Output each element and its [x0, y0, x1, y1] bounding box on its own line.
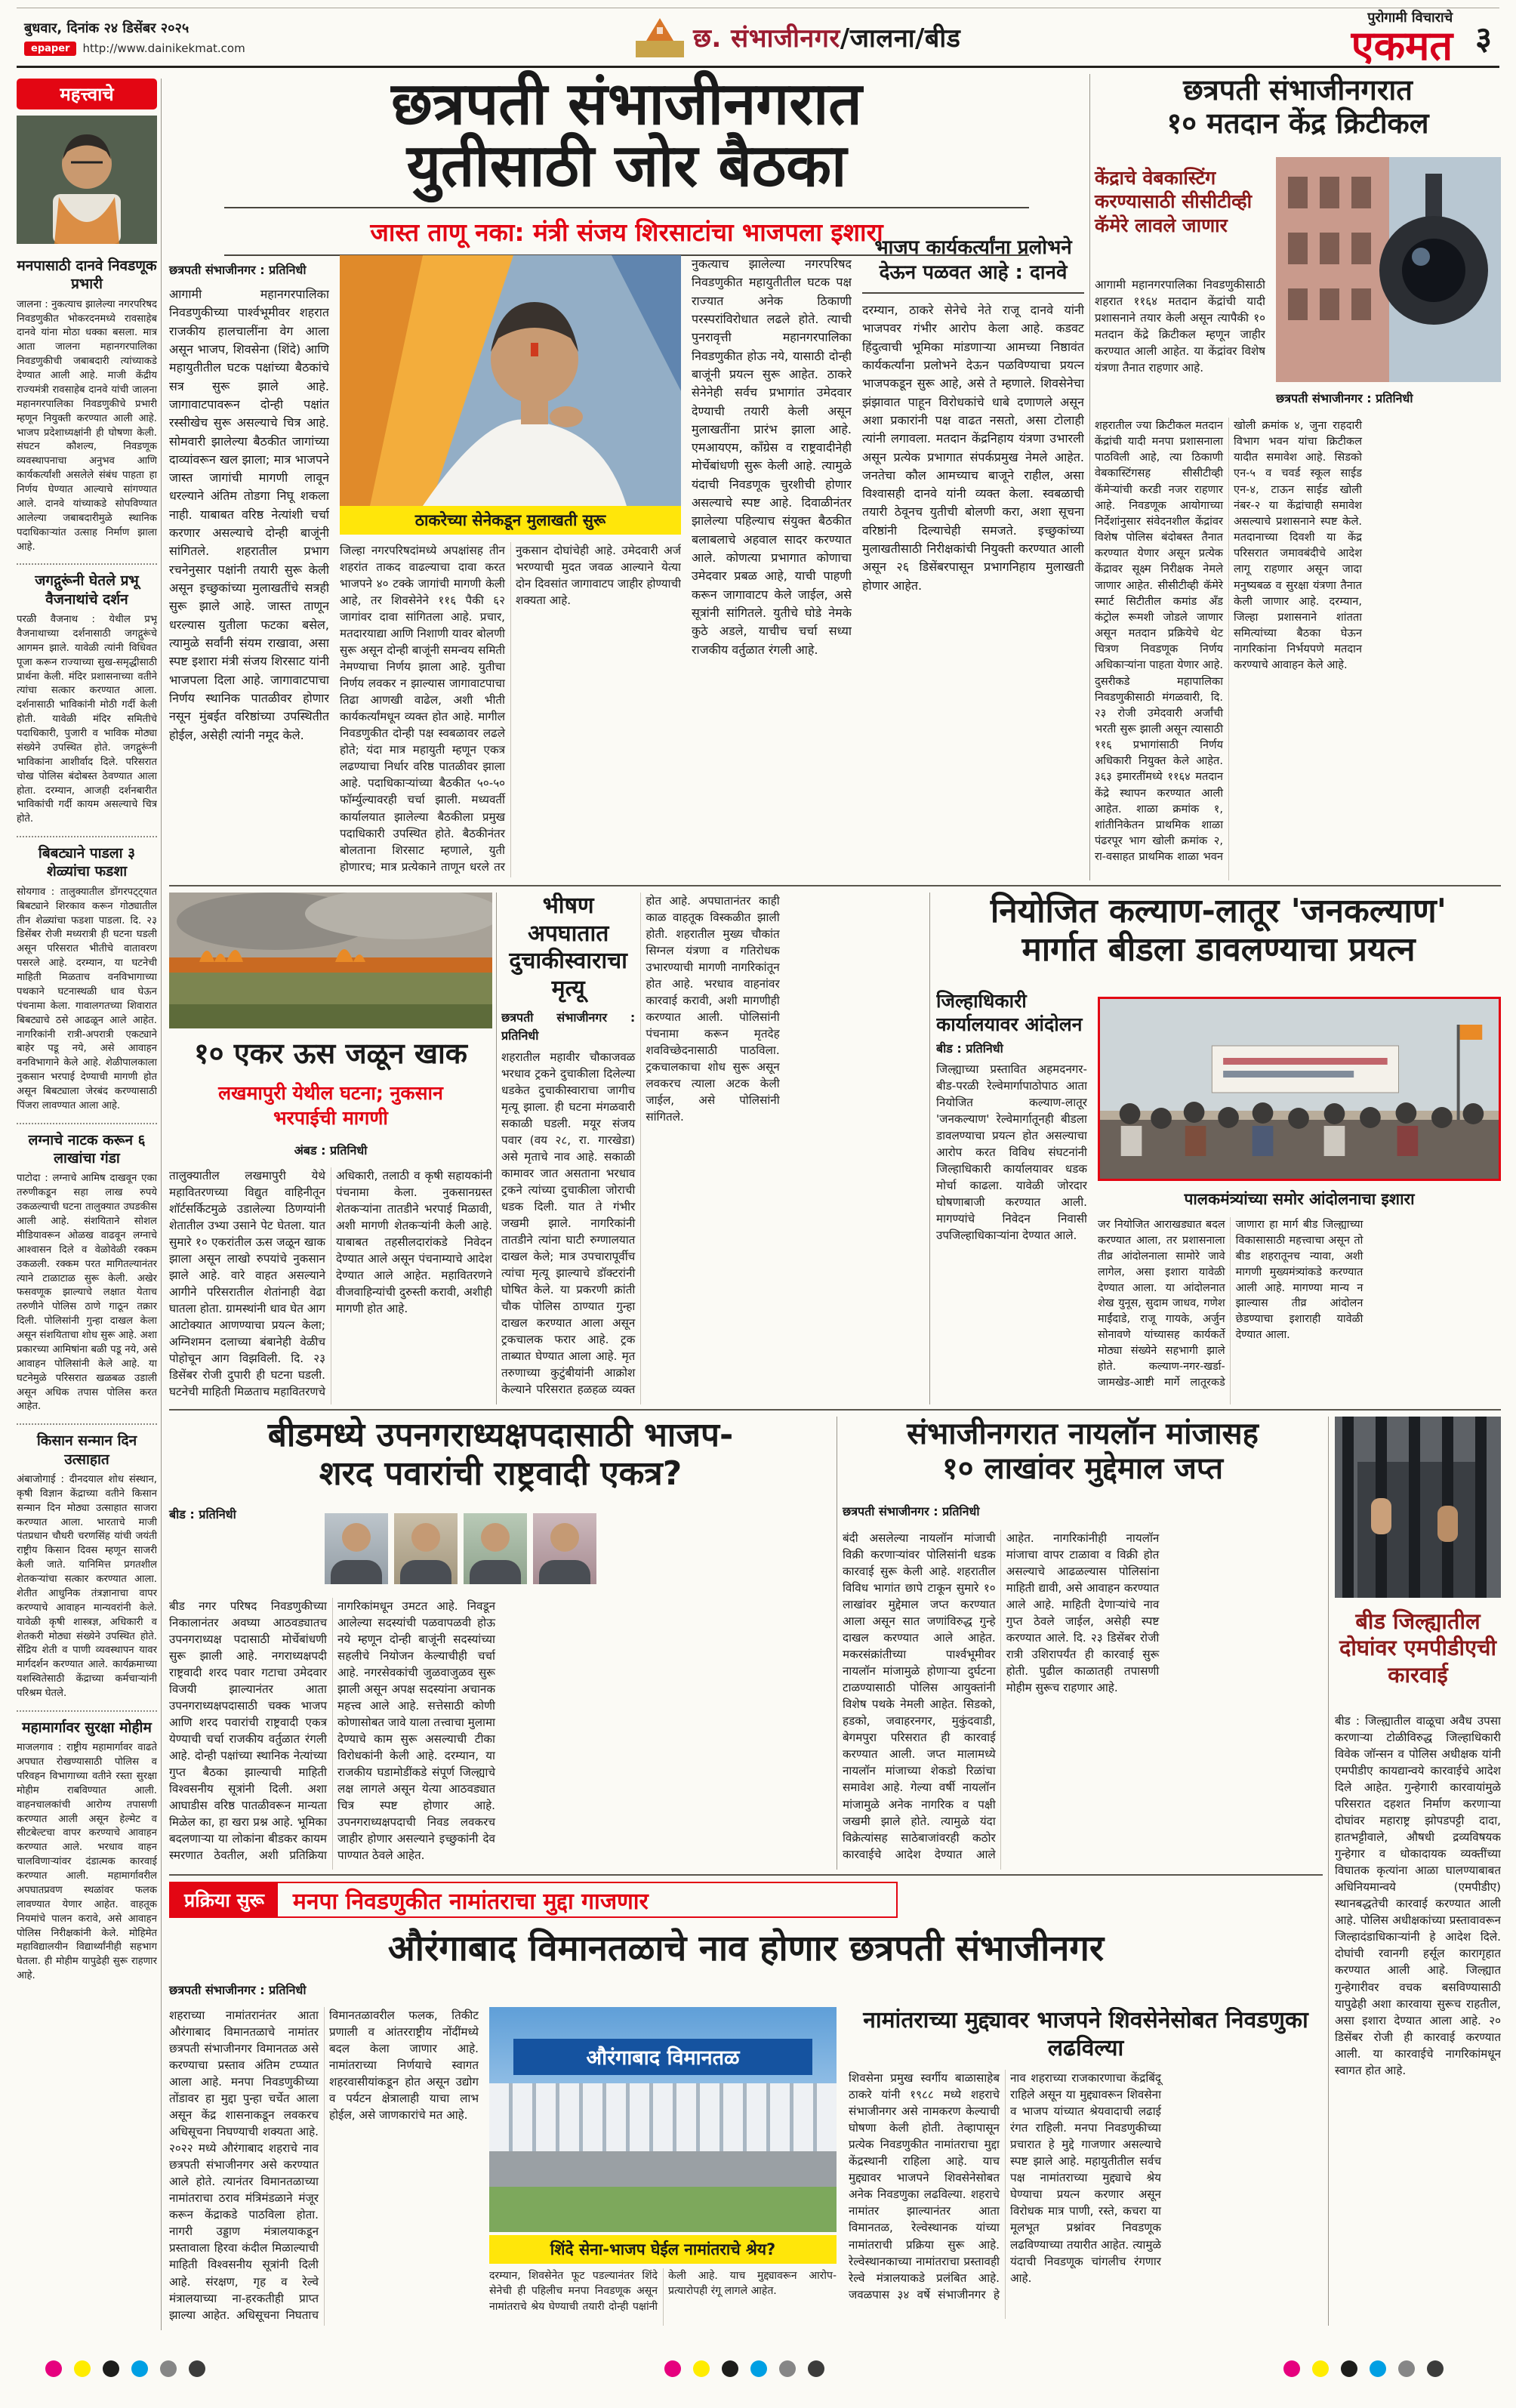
fire-headline: १० एकर ऊस जळून खाक	[194, 1037, 467, 1070]
airport-substory-headline: नामांतराच्या मुद्द्यावर भाजपने शिवसेनेसोबत निवडणुका लढविल्या	[863, 2007, 1308, 2061]
airport-sign	[513, 2039, 812, 2075]
alliance-headline-line1: बीडमध्ये उपनगराध्यक्षपदासाठी भाजप-	[267, 1416, 734, 1454]
divider	[1089, 74, 1090, 880]
lead-politician-photo	[340, 255, 681, 506]
article-body: बीड : जिल्ह्यातील वाळूचा अवैध उपसा करणाऱ्या टोळीविरुद्ध जिल्हाधिकारी विवेक जॉन्सन व पोलिस अधीक्षक यांनी एमपीडीए कायद्यान्वये कारवाईचे आदेश दिले आहेत. गुन्हेगारी कारवायांमुळे परिसरात दहशत निर्माण करणाऱ्या दोघांवर महाराष्ट्र झोपडपट्टी दादा, हातभट्टीवाले, औषधी द्रव्यविषयक गुन्हेगार व धोकादायक व्यक्तींच्या विघातक कृत्यांना आळा घालण्याबाबत अधिनियमान्वये (एमपीडीए) स्थानबद्धतेची कारवाई करण्यात आली आहे. पोलिस अधीक्षकांच्या प्रस्तावावरून जिल्हादंडाधिकाऱ्यांनी हे आदेश दिले. दोघांची रवानगी हर्सूल कारागृहात करण्यात आली आहे. जिल्ह्यात गुन्हेगारीवर वचक बसविण्यासाठी यापुढेही अशा कारवाया सुरूच राहतील, असा इशारा देण्यात आला आहे. २० डिसेंबर रोजी ही कारवाई करण्यात आली. या कारवाईचे नागरिकांमधून स्वागत होत आहे.	[1335, 1714, 1501, 2077]
accident-flow	[501, 893, 924, 1404]
lead-substory	[862, 236, 1084, 877]
article-body: बंदी असलेल्या नायलॉन मांजाची विक्री करणाऱ्यांवर पोलिसांनी धडक कारवाई सुरू केली आहे. शहरातील विविध भागांत छापे टाकून सुमारे १० लाखांवर मुद्देमाल जप्त करण्यात आला असून सात जणांविरुद्ध गुन्हे दाखल करण्यात आले आहेत. मकरसंक्रांतीच्या पार्श्वभूमीवर नायलॉन मांजामुळे होणाऱ्या दुर्घटना टाळण्यासाठी पोलिस आयुक्तांनी विशेष पथके नेमली आहेत. सिडको, हडको, जवाहरनगर, मुकुंदवाडी, बेगमपुरा परिसरात ही कारवाई करण्यात आली. जप्त मालामध्ये नायलॉन मांजाच्या शेकडो रिळांचा समावेश आहे. गेल्या वर्षी नायलॉन मांजामुळे अनेक नागरिक व पक्षी जखमी झाले होते. त्यामुळे यंदा विक्रेत्यांसह साठेबाजांवरही कठोर कारवाईचे आदेश देण्यात आले आहेत. नागरिकांनीही नायलॉन मांजाचा वापर टाळावा व विक्री होत असल्याचे आढळल्यास पोलिसांना माहिती द्यावी, असे आवाहन करण्यात आले आहे. माहिती देणाऱ्यांचे नाव गुप्त ठेवले जाईल, असेही स्पष्ट करण्यात आले. दि. २३ डिसेंबर रोजी रात्री उशिरापर्यंत ही कारवाई सुरू होती. पुढील काळातही तपासणी मोहीम सुरूच राहणार आहे.	[843, 1531, 1160, 1861]
divider	[1328, 1417, 1329, 2326]
manja-headline	[843, 1417, 1323, 1486]
divider	[496, 893, 497, 1404]
manja-headline-line1: संभाजीनगरात नायलॉन मांजासह	[907, 1417, 1259, 1451]
article-body: जिल्ह्याच्या प्रस्तावित अहमदनगर-बीड-परळी रेल्वेमार्गापाठोपाठ आता नियोजित कल्याण-लातूर 'जनकल्याण' रेल्वेमार्गातूनही बीडला डावलण्याचा प्रयत्न होत असल्याचा आरोप करत विविध संघटनांनी जिल्हाधिकारी कार्यालयावर धडक मोर्चा काढला. यावेळी जोरदार घोषणाबाजी करण्यात आली. मागण्यांचे निवेदन निवासी उपजिल्हाधिकाऱ्यांना देण्यात आले.	[936, 1062, 1087, 1242]
manja-body-area	[843, 1530, 1323, 1870]
airport-caption-body-area	[489, 2268, 837, 2326]
manja-headline-line2: १० लाखांवर मुद्देमाल जप्त	[941, 1451, 1224, 1486]
registration-marks	[1283, 2360, 1444, 2377]
sidebar-portrait-photo	[17, 116, 157, 244]
airport-sign-text: औरंगाबाद विमानतळ	[586, 2046, 740, 2070]
cctv-photo	[1276, 157, 1501, 382]
sidebar-article-headline: महामार्गावर सुरक्षा मोहीम	[22, 1719, 152, 1736]
substory-body: दरम्यान, ठाकरे सेनेचे नेते राजू दानवे यांनी भाजपवर गंभीर आरोप केला आहे. कडवट हिंदुत्वाची भूमिका मांडणाऱ्या आमच्या निष्ठावंत कार्यकर्त्यांना प्रलोभने देऊन पळविण्याचा प्रयत्न भाजपकडून सुरू आहे, असे ते म्हणाले. शिवसेनेचा झंझावात पाहून विरोधकांचे धाबे दणाणले असून अशा प्रकारांनी पक्ष वाढत नसतो, असा टोलाही त्यांनी लगावला. मतदान केंद्रनिहाय यंत्रणा उभारली असून प्रत्येक प्रभागात संपर्कप्रमुख नेमले आहेत. जनतेचा कौल आमच्याच बाजूने राहील, असा विश्वासही दानवे यांनी व्यक्त केला. स्वबळाची तयारी ठेवूनच युतीची बोलणी करा, अशा सूचना वरिष्ठांनी दिल्याचेही समजते. इच्छुकांच्या मुलाखतीसाठी निरीक्षकांची नियुक्ती करण्यात आली असून २६ डिसेंबरपासून प्रभागनिहाय मुलाखती होणार आहेत.	[862, 303, 1084, 593]
sidebar-article-body: जालना : नुकत्याच झालेल्या नगरपरिषद निवडणुकीत भोकरदनमध्ये रावसाहेब दानवे यांना मोठा धक्का बसला. मात्र आता जालना महानगरपालिका निवडणुकीची जबाबदारी त्यांच्याकडे देण्यात आली आहे. माजी केंद्रीय राज्यमंत्री रावसाहेब दानवे यांची जालना महानगरपालिका निवडणुकीचे प्रभारी म्हणून नियुक्ती करण्यात आली आहे. भाजप प्रदेशाध्यक्षांनी ही घोषणा केली. संघटन कौशल्य, निवडणूक व्यवस्थापनाचा अनुभव आणि कार्यकर्त्यांशी असलेले संबंध पाहता हा निर्णय घेण्यात आल्याचे सांगण्यात आले. दानवे यांच्याकडे सोपविण्यात आलेल्या जबाबदारीमुळे स्थानिक पदाधिकाऱ्यांत उत्साह निर्माण झाला आहे.	[17, 298, 157, 553]
sidebar-section-title: महत्त्वाचे	[17, 79, 157, 109]
divider	[169, 885, 1501, 886]
critical-intro: आगामी महानगरपालिका निवडणुकीसाठी शहरात ११६४ मतदान केंद्रांची यादी प्रशासनाने तयार केली असून त्यापैकी १० मतदान केंद्रे क्रिटीकल म्हणून जाहीर करण्यात आली आहेत. या केंद्रांवर विशेष यंत्रणा तैनात राहणार आहे.	[1095, 278, 1265, 375]
airport-lawn	[489, 2187, 837, 2232]
airport-left-text	[169, 2007, 479, 2326]
manja-byline: छत्रपती संभाजीनगर : प्रतिनिधी	[843, 1504, 980, 1518]
airport-terminal	[489, 2083, 837, 2151]
fire-byline: अंबड : प्रतिनिधी	[294, 1143, 368, 1158]
jail-bars-photo	[1335, 1417, 1501, 1598]
accident-byline: छत्रपती संभाजीनगर : प्रतिनिधी	[501, 1010, 636, 1043]
sidebar-article-body: परळी वैजनाथ : येथील प्रभू वैजनाथाच्या दर्शनासाठी जगद्गुरूंचे आगमन झाले. यावेळी त्यांनी विधिवत पूजा करून राज्याच्या सुख-समृद्धीसाठी प्रार्थना केली. मंदिर प्रशासनाच्या वतीने त्यांचा सत्कार करण्यात आला. दर्शनासाठी भाविकांनी मोठी गर्दी केली होती. यावेळी मंदिर समितीचे पदाधिकारी, पुजारी व भाविक मोठ्या संख्येने उपस्थित होते. जगद्गुरूंनी भाविकांना आशीर्वाद दिले. परिसरात चोख पोलिस बंदोबस्त ठेवण्यात आला होता. दरम्यान, आजही दर्शनबारीत भाविकांची गर्दी कायम असल्याचे चित्र होते.	[17, 614, 157, 825]
header-left	[24, 19, 245, 56]
manja-story	[843, 1417, 1323, 1870]
edition-banner	[636, 17, 960, 57]
sidebar-article	[17, 1712, 157, 1993]
article-body: शहरातील महावीर चौकाजवळ भरधाव ट्रकने दुचाकीला दिलेल्या धडकेत दुचाकीस्वाराचा जागीच मृत्यू झाला. ही घटना मंगळवारी सकाळी घडली. मयूर संजय पवार (वय २८, रा. गारखेडा) असे मृताचे नाव आहे. सकाळी कामावर जात असताना भरधाव ट्रकने त्यांच्या दुचाकीला जोराची धडक दिली. यात ते गंभीर जखमी झाले. नागरिकांनी तातडीने त्यांना घाटी रुग्णालयात दाखल केले; मात्र उपचारापूर्वीच त्यांचा मृत्यू झाल्याचे डॉक्टरांनी घोषित केले. या प्रकरणी क्रांती चौक पोलिस ठाण्यात गुन्हा दाखल करण्यात आला असून ट्रकचालक फरार आहे. ट्रक ताब्यात घेण्यात आला आहे. मृत तरुणाच्या कुटुंबीयांनी आक्रोश केल्याने परिसरात हळहळ व्यक्त होत आहे. अपघातानंतर काही काळ वाहतूक विस्कळीत झाली होती. शहरातील मुख्य चौकांत सिग्नल यंत्रणा व गतिरोधक उभारण्याची मागणी नागरिकांतून होत आहे. भरधाव वाहनांवर कारवाई करावी, अशी मागणीही करण्यात आली. पोलिसांनी पंचनामा करून मृतदेह शवविच्छेदनासाठी पाठविला. ट्रकचालकाचा शोध सुरू असून लवकरच त्याला अटक केली जाईल, असे पोलिसांनी सांगितले.	[501, 894, 780, 1397]
lead-under-photo-text	[340, 542, 681, 877]
railway-photo-caption: पालकमंत्र्यांच्या समोर आंदोलनाचा इशारा	[1184, 1190, 1415, 1208]
sidebar-article-headline: बिबट्याने पाडला ३ शेळ्यांचा फडशा	[38, 845, 136, 880]
politician-photo	[325, 1513, 388, 1584]
railway-subhead: जिल्हाधिकारी कार्यालयावर आंदोलन	[936, 990, 1083, 1036]
critical-headline-line2: १० मतदान केंद्र क्रिटीकल	[1166, 106, 1429, 140]
sidebar-article-headline: जगद्गुरूंनी घेतले प्रभू वैजनाथांचे दर्शन	[35, 572, 139, 608]
lead-byline: छत्रपती संभाजीनगर : प्रतिनिधी	[169, 263, 307, 277]
lead-headline	[169, 70, 1084, 200]
page-header	[17, 8, 1499, 68]
sidebar-article-headline: मनपासाठी दानवे निवडणूक प्रभारी	[17, 257, 157, 293]
date-line: बुधवार, दिनांक २४ डिसेंबर २०२५	[24, 20, 190, 36]
divider	[161, 79, 162, 2330]
railway-byline: बीड : प्रतिनिधी	[936, 1041, 1003, 1056]
airport-story	[169, 1882, 1323, 2326]
article-body: शहराच्या नामांतरानंतर आता औरंगाबाद विमानतळाचे नामांतर छत्रपती संभाजीनगर विमानतळ असे करण्याचा प्रस्ताव अंतिम टप्प्यात आला आहे. मनपा निवडणुकीच्या तोंडावर हा मुद्दा पुन्हा चर्चेत आला असून केंद्र शासनाकडून लवकरच अधिसूचना निघण्याची शक्यता आहे. २०२२ मध्ये औरंगाबाद शहराचे नाव छत्रपती संभाजीनगर असे करण्यात आले होते. त्यानंतर विमानतळाच्या नामांतराचा ठराव मंत्रिमंडळाने मंजूर करून केंद्राकडे पाठविला होता. नागरी उड्डाण मंत्रालयाकडून प्रस्तावाला हिरवा कंदील मिळाल्याची माहिती विश्वसनीय सूत्रांनी दिली आहे. संरक्षण, गृह व रेल्वे मंत्रालयाच्या ना-हरकतीही प्राप्त झाल्या आहेत. अधिसूचना निघताच विमानतळावरील फलक, तिकीट प्रणाली व आंतरराष्ट्रीय नोंदींमध्ये बदल केला जाणार आहे. नामांतराच्या निर्णयाचे स्वागत शहरवासीयांकडून होत असून उद्योग व पर्यटन क्षेत्रालाही याचा लाभ होईल, असे जाणकारांचे मत आहे.	[169, 2009, 479, 2322]
sidebar	[17, 79, 157, 2330]
critical-subhead: केंद्राचे वेबकास्टिंग करण्यासाठी सीसीटीव्ही कॅमेरे लावले जाणार	[1095, 167, 1253, 236]
page-number: ३	[1475, 19, 1492, 57]
lead-subhead: जास्त ताणू नका: मंत्री संजय शिरसाटांचा भाजपला इशारा	[224, 207, 1030, 256]
registration-marks	[45, 2360, 205, 2377]
sidebar-article-body: अंबाजोगाई : दीनदयाल शोध संस्थान, कृषी विज्ञान केंद्राच्या वतीने किसान सन्मान दिन मोठ्या उत्साहात साजरा करण्यात आला. भारताचे माजी पंतप्रधान चौधरी चरणसिंह यांची जयंती राष्ट्रीय किसान दिवस म्हणून साजरी केली जाते. यानिमित्त प्रगतशील शेतकऱ्यांचा सत्कार करण्यात आला. शेतीत आधुनिक तंत्रज्ञानाचा वापर करण्याचे आवाहन मान्यवरांनी केले. यावेळी कृषी शास्त्रज्ञ, अधिकारी व शेतकरी मोठ्या संख्येने उपस्थित होते. सेंद्रिय शेती व पाणी व्यवस्थापन यावर मार्गदर्शन करण्यात आले. कार्यक्रमाच्या यशस्वितेसाठी केंद्राच्या कर्मचाऱ्यांनी परिश्रम घेतले.	[17, 1473, 157, 1699]
alliance-story	[169, 1417, 832, 1870]
railway-headline-line2: मार्गात बीडला डावलण्याचा प्रयत्न	[1021, 930, 1416, 969]
lead-story	[169, 70, 1084, 880]
divider	[929, 893, 930, 1404]
alliance-headline-line2: शरद पवारांची राष्ट्रवादी एकत्र?	[319, 1454, 683, 1493]
sidebar-article-headline: किसान सन्मान दिन उत्साहात	[36, 1432, 137, 1468]
politician-photo	[394, 1513, 458, 1584]
lead-column-2: नुकत्याच झालेल्या नगरपरिषद निवडणुकीत महायुतीतील घटक पक्ष राज्यात अनेक ठिकाणी परस्परांविरोधात लढले होते. त्याची पुनरावृत्ती महानगरपालिका निवडणुकीत होऊ नये, यासाठी दोन्ही बाजूंनी प्रयत्न सुरू आहेत. ठाकरे सेनेनेही सर्वच प्रभागांत उमेदवार देण्याची तयारी केली असून मुलाखतींना प्रारंभ झाला आहे. एमआयएम, काँग्रेस व राष्ट्रवादीनेही मोर्चेबांधणी सुरू केली आहे. त्यामुळे यंदाची निवडणूक चुरशीची होणार असल्याचे स्पष्ट आहे. दिवाळीनंतर झालेल्या पहिल्याच संयुक्त बैठकीत बलाबलाचे अहवाल सादर करण्य‍ात आले. कोणत्या प्रभागात कोणाचा उमेदवार प्रबळ आहे, याची पाहणी करून जागावाटप केले जाईल, असे सूत्रांनी सांगितले. युतीचे घोडे नेमके कुठे अडले, याचीच चर्चा सध्या राजकीय वर्तुळात रंगली आहे.	[692, 257, 852, 657]
masthead-block	[1351, 8, 1492, 70]
railway-body-area	[1098, 1217, 1501, 1404]
critical-body-area	[1095, 418, 1501, 880]
accident-headline: भीषण अपघातात दुचाकीस्वाराचा मृत्यू	[509, 893, 627, 1002]
critical-headline-line1: छत्रपती संभाजीनगरात	[1183, 73, 1413, 106]
railway-story	[936, 893, 1501, 1404]
alliance-body-area	[169, 1598, 832, 1870]
article-body: तालुक्यातील लखमापुरी येथे महावितरणच्या विद्युत वाहिनीतून शॉर्टसर्किटमुळे उडालेल्या ठिणग्यांनी शेतातील उभ्या उसाने पेट घेतला. यात सुमारे १० एकरांतील ऊस जळून खाक झाला असून लाखो रुपयांचे नुकसान झाले आहे. वारे वाहत असल्याने आगीने परिसरातील शेतांनाही वेढा घातला होता. ग्रामस्थांनी धाव घेत आग आटोक्यात आणण्याचा प्रयत्न केला; अग्निशमन दलाच्या बंबानेही वेळीच पोहोचून आग विझविली. दि. २३ डिसेंबर रोजी दुपारी ही घटना घडली. घटनेची माहिती मिळताच महावितरणचे अधिकारी, तलाठी व कृषी सहायकांनी पंचनामा केला. नुकसानग्रस्त शेतकऱ्यांना तातडीने भरपाई मिळावी, अशी मागणी शेतकऱ्यांनी केली आहे. याबाबत तहसीलदारांकडे निवेदन देण्यात आले असून पंचनाम्याचे आदेश देण्यात आले आहेत. महावितरणने वीजवाहिन्यांची दुरुस्ती करावी, अशीही मागणी होत आहे.	[169, 1169, 492, 1399]
epaper-badge: epaper	[24, 42, 76, 56]
article-body: शहरातील ज्या क्रिटीकल मतदान केंद्रांची यादी मनपा प्रशासनाला पाठविली आहे, त्या ठिकाणी वेबकास्टिंगसह सीसीटीव्ही कॅमेऱ्यांची करडी नजर राहणार आहे. निवडणूक आयोगाच्या निर्देशांनुसार संवेदनशील केंद्रांवर विशेष पोलिस बंदोबस्त तैनात करण्यात येणार असून प्रत्येक केंद्रावर सूक्ष्म निरीक्षक नेमले जाणार आहेत. सीसीटीव्ही कॅमेरे स्मार्ट सिटीतील कमांड अँड कंट्रोल रूमशी जोडले जाणार असून मतदान प्रक्रियेचे थेट चित्रण निवडणूक निर्णय अधिकाऱ्यांना पाहता येणार आहे. दुसरीकडे महापालिका निवडणुकीसाठी मंगळवारी, दि. २३ रोजी उमेदवारी अर्जांची भरती सुरू झाली असून त्यासाठी ११६ प्रभागांसाठी निर्णय अधिकारी नियुक्त केले आहेत. ३६३ इमारतींमध्ये ११६४ मतदान केंद्रे स्थापन करण्यात आली आहेत. शाळा क्रमांक १, शांतीनिकेतन प्राथमिक शाळा पंढरपूर भाग खोली क्रमांक २, रा-वसाहत प्राथमिक शाळा भवन खोली क्रमांक ४, जुना राहदारी विभाग भवन यांचा क्रिटीकल यादीत समावेश आहे. सिडको एन-५ व चवर्ड स्कूल साईड एन-४, टाऊन साईड खोली नंबर-२ या केंद्रांचाही समावेश असल्याचे प्रशासनाने स्पष्ट केले. मतदानाच्या दिवशी या केंद्र परिसरात जमावबंदीचे आदेश लागू राहणार असून जादा मनुष्यबळ व सुरक्षा यंत्रणा तैनात केली जाणार आहे. दरम्यान, जिल्हा प्रशासनाने शांतता समित्यांच्या बैठका घेऊन नागरिकांना निर्भयपणे मतदान करण्याचे आवाहन केले आहे.	[1095, 419, 1362, 864]
kicker-strip	[169, 1882, 898, 1918]
article-body: दरम्यान, शिवसेनेत फूट पडल्यानंतर शिंदे सेनेची ही पहिलीच मनपा निवडणूक असून नामांतराचे श्रेय घेण्याची तयारी दोन्ही पक्षांनी केली आहे. याच मुद्द्यावरून आरोप-प्रत्यारोपही रंगू लागले आहेत.	[489, 2270, 837, 2313]
sidebar-article	[17, 1124, 157, 1426]
article-body: बीड नगर परिषद निवडणुकीच्या निकालानंतर अवघ्या आठवड्यातच उपनगराध्यक्ष पदासाठी मोर्चेबांधणी सुरू झाली आहे. नगराध्यक्षपदी राष्ट्रवादी शरद पवार गटाचा उमेदवार विजयी झाल्यानंतर आता उपनगराध्यक्षपदासाठी चक्क भाजप आणि शरद पवारांची राष्ट्रवादी एकत्र येण्याची चर्चा राजकीय वर्तुळात रंगली आहे. दोन्ही पक्षांच्या स्थानिक नेत्यांच्या गुप्त बैठका झाल्याची माहिती विश्वसनीय सूत्रांनी दिली. अशा आघाडीस वरिष्ठ पातळीवरून मान्यता मिळेल का, हा खरा प्रश्न आहे. भूमिका बदलणाऱ्या या लोकांना बीडकर कायम स्मरणात ठेवतील, अशी प्रतिक्रिया नागरिकांमधून उमटत आहे. निवडून आलेल्या सदस्यांची पळवापळवी होऊ नये म्हणून दोन्ही बाजूंनी सदस्यांच्या सहलीचे नियोजन केल्याचीही चर्चा आहे. नगरसेवकांची जुळवाजुळव सुरू झाली असून अपक्ष सदस्यांना अचानक महत्त्व आले आहे. सत्तेसाठी कोणी कोणासोबत जावे याला तत्त्वाचा मुलामा देण्याचे काम सुरू असल्याची टीका विरोधकांनी केली आहे. दरम्यान, या राजकीय घडामोडींकडे संपूर्ण जिल्ह्याचे लक्ष लागले असून येत्या आठवड्यात चित्र स्पष्ट होणार आहे. उपनगराध्यक्षपदाची निवड लवकरच जाहीर होणार असल्याने इच्छुकांनी देव पाण्यात ठेवले आहेत.	[169, 1599, 495, 1863]
registration-marks	[664, 2360, 824, 2377]
tagline: पुरोगामी विचाराचे	[1367, 10, 1453, 26]
politician-photo	[533, 1513, 596, 1584]
sidebar-article-body: सोयगाव : तालुक्यातील डोंगरपट्ट्यात बिबट्याने शिरकाव करून गोठ्यातील तीन शेळ्यांचा फडशा पाडला. दि. २३ डिसेंबर रोजी मध्यरात्री ही घटना घडली असून परिसरात भीतीचे वातावरण पसरले आहे. दरम्यान, या घटनेची माहिती मिळताच वनविभागाच्या पथकाने घटनास्थळी धाव घेऊन पंचनामा केला. गावालगतच्या शिवारात बिबट्याचे ठसे आढळून आले आहेत. नागरिकांनी रात्री-अपरात्री एकट्याने बाहेर पडू नये, असे आवाहन वनविभागाने केले आहे. शेळीपालकाला नुकसान भरपाई देण्याची मागणी होत असून बिबट्याला जेरबंद करण्यासाठी पिंजरा लावण्यात आला आहे.	[17, 886, 157, 1112]
alliance-headline	[169, 1417, 832, 1493]
sidebar-article	[17, 565, 157, 837]
critical-byline: छत्रपती संभाजीनगर : प्रतिनिधी	[1276, 391, 1413, 405]
sidebar-article-headline: लग्नाचे नाटक करून ६ लाखांचा गंडा	[28, 1131, 146, 1167]
shrine-logo-icon	[636, 17, 684, 57]
burnt-sugarcane-photo	[169, 893, 492, 1028]
divider	[169, 1874, 1323, 1876]
railway-headline-line1: नियोजित कल्याण-लातूर 'जनकल्याण'	[990, 892, 1447, 930]
politician-headshots	[325, 1513, 596, 1584]
mpda-headline: बीड जिल्ह्यातील दोघांवर एमपीडीएची कारवाई	[1339, 1608, 1496, 1688]
substory-headline: भाजप कार्यकर्त्यांना प्रलोभने देऊन पळवत आहे : दानवे	[862, 236, 1084, 294]
website-url[interactable]: http://www.dainikekmat.com	[82, 42, 245, 55]
alliance-byline: बीड : प्रतिनिधी	[169, 1507, 236, 1522]
fire-body-area	[169, 1167, 492, 1404]
lead-column-1: आगामी महानगरपालिका निवडणुकीच्या पार्श्वभूमीवर शहरात राजकीय हालचालींना वेग आला असून भाजप, शिवसेना (शिंदे) आणि महायुतीतील घटक पक्षांच्या बैठकांचे सत्र सुरू झाले आहे. जागावाटपावरून दोन्ही पक्षांत रस्सीखेच सुरू असल्याचे चित्र आहे. सोमवारी झालेल्या बैठकीत जागांच्या दाव्यांवरून खल झाला; मात्र भाजपने जास्त जागांची मागणी लावून धरल्याने अंतिम तोडगा निघू शकला नाही. याबाबत वरिष्ठ नेत्यांशी चर्चा करणार असल्याचे दोन्ही बाजूंनी सांगितले. शहरातील प्रभाग रचनेनुसार पक्षांनी तयारी सुरू केली असून इच्छुकांच्या मुलाखतींचे सत्रही सुरू झाले आहे. जास्त ताणून धरल्यास युतीला फटका बसेल, त्यामुळे सर्वांनी संयम राखावा, असा स्पष्ट इशारा मंत्री संजय शिरसाट यांनी भाजपला दिला आहे. जागावाटपाचा निर्णय स्थानिक पातळीवर होणार नसून मुंबईत वरिष्ठांच्या उपस्थितीत होईल, असेही त्यांनी नमूद केले.	[169, 287, 329, 742]
politician-photo	[464, 1513, 527, 1584]
mpda-story	[1335, 1417, 1501, 2326]
airport-road	[489, 2151, 837, 2188]
airport-headline: औरंगाबाद विमानतळाचे नाव होणार छत्रपती संभाजीनगर	[387, 1928, 1105, 1969]
kicker-label: प्रक्रिया सुरू	[171, 1883, 278, 1916]
fire-subhead: लखमापुरी येथील घटना; नुकसान भरपाईची मागणी	[218, 1082, 443, 1129]
airport-substory	[849, 2007, 1323, 2326]
lead-headline-line2: युतीसाठी जोर बैठका	[406, 131, 847, 200]
protest-march-photo	[1098, 997, 1501, 1181]
railway-headline	[936, 893, 1501, 969]
lead-photo-caption: ठाकरेच्या सेनेकडून मुलाखती सुरू	[340, 506, 681, 535]
article-body: जिल्हा नगरपरिषदांमध्ये अपक्षांसह तीन शहरांत ताकद वाढल्याचा दावा करत भाजपने ४० टक्के जागांची मागणी केली आहे, तर शिवसेनेने ११६ पैकी ६२ जागांवर दावा सांगितला आहे. प्रचार, मतदारयाद्या आणि निशाणी यावर बोलणी सुरू असून दोन्ही बाजूंनी समन्वय समिती नेमण्याचा निर्णय झाला आहे. युतीचा निर्णय लवकर न झाल्यास जागावाटपाचा तिढा आणखी वाढेल, अशी भीती कार्यकर्त्यांमधून व्यक्त होत आहे. मागील निवडणुकीत दोन्ही पक्ष स्वबळावर लढले होते; यंदा मात्र महायुती म्हणून एकत्र लढण्याचा निर्धार वरिष्ठ पातळीवर झाला आहे. पदाधिकाऱ्यांच्या बैठकीत ५०-५० फॉर्म्युल्यावरही चर्चा झाली. मध्यवर्ती कार्यालयात झालेल्या बैठकीला प्रमुख पदाधिकारी उपस्थित होते. बैठकीनंतर बोलताना शिरसाट म्हणाले, युती होणारच; मात्र प्रत्येकाने ताणून धरले तर नुकसान दोघांचेही आहे. उमेदवारी अर्ज भरण्याची मुदत जवळ आल्याने येत्या दोन दिवसांत जागावाटप जाहीर होण्याची शक्यता आहे.	[340, 544, 681, 874]
lead-headline-line1: छत्रपती संभाजीनगरात	[391, 70, 862, 138]
sidebar-article	[17, 1425, 157, 1712]
edition-city: छ. संभाजीनगर	[693, 23, 840, 54]
sidebar-article	[17, 837, 157, 1124]
airport-photo-caption: शिंदे सेना-भाजप घेईल नामांतराचे श्रेय?	[489, 2235, 837, 2264]
sidebar-article-body: माजलगाव : राष्ट्रीय महामार्गावर वाढते अपघात रोखण्यासाठी पोलिस व परिवहन विभागाच्या वतीने रस्ता सुरक्षा मोहीम राबविण्यात आली. वाहनचालकांची आरोग्य तपासणी करण्यात आली असून हेल्मेट व सीटबेल्टचा वापर करण्याचे आवाहन करण्यात आले. भरधाव वाहन चालविणाऱ्यांवर दंडात्मक कारवाई करण्यात आली. महामार्गावरील अपघातप्रवण स्थळांवर फलक लावण्यात येणार आहेत. वाहतूक नियमांचे पालन करावे, असे आवाहन पोलिस निरीक्षकांनी केले. मोहिमेत महाविद्यालयीन विद्यार्थ्यांनीही सहभाग घेतला. ही मोहीम यापुढेही सुरू राहणार आहे.	[17, 1742, 157, 1982]
article-body: जर नियोजित आराखड्यात बदल करण्यात आला, तर प्रशासनाला तीव्र आंदोलनाला सामोरे जावे लागेल, असा इशारा यावेळी देण्यात आला. या आंदोलनात शेख युनूस, सुदाम जाधव, गणेश माईंदाडे, राजू गायके, अर्जुन सोनावणे यांच्यासह कार्यकर्ते मोठ्या संख्येने सहभागी झाले होते. कल्याण-नगर-खर्डा-जामखेड-आष्टी मार्गे लातूरकडे जाणारा हा मार्ग बीड जिल्ह्याच्या विकासासाठी महत्त्वाचा असून तो बीड शहरातूनच न्यावा, अशी मागणी मुख्यमंत्र्यांकडे करण्यात आली आहे. मागण्या मान्य न झाल्यास तीव्र आंदोलन छेडण्याचा इशाराही यावेळी देण्यात आला.	[1098, 1219, 1363, 1389]
fire-story	[169, 893, 492, 1404]
article-body: शिवसेना प्रमुख स्वर्गीय बाळासाहेब ठाकरे यांनी १९८८ मध्ये शहराचे संभाजीनगर असे नामकरण केल्याची घोषणा केली होती. तेव्हापासून प्रत्येक निवडणुकीत नामांतराचा मुद्दा केंद्रस्थानी राहिला आहे. याच मुद्द्यावर भाजपने शिवसेनेसोबत अनेक निवडणुका लढविल्या. शहराचे नामांतर झाल्यानंतर आता विमानतळ, रेल्वेस्थानक यांच्या नामांतराची प्रक्रिया सुरू आहे. रेल्वेस्थानकाच्या नामांतराचा प्रस्तावही रेल्वे मंत्रालयाकडे प्रलंबित आहे. जवळपास ३४ वर्षे संभाजीनगर हे नाव शहराच्या राजकारणाचा केंद्रबिंदू राहिले असून या मुद्द्यावरून शिवसेना व भाजप यांच्यात श्रेयवादाची लढाई रंगत राहिली. मनपा निवडणुकीच्या प्रचारात हे मुद्दे गाजणार असल्याचे स्पष्ट झाले आहे. महायुतीतील सर्वच पक्ष नामांतराच्या मुद्द्याचे श्रेय घेण्याचा प्रयत्न करणार असून विरोधक मात्र पाणी, रस्ते, कचरा या मूलभूत प्रश्नांवर निवडणूक लढविण्याच्या तयारीत आहेत. त्यामुळे यंदाची निवडणूक चांगलीच रंगणार आहे.	[849, 2071, 1161, 2302]
masthead: एकमत	[1351, 22, 1453, 70]
airport-byline: छत्रपती संभाजीनगर : प्रतिनिधी	[169, 1983, 307, 1997]
accident-story	[501, 893, 924, 1404]
sidebar-article	[17, 250, 157, 565]
sidebar-article-body: पाटोदा : लग्नाचे आमिष दाखवून एका तरुणीकडून सहा लाख रुपये उकळल्याची घटना तालुक्यात उघडकीस आली आहे. संशयिताने सोशल मीडियावरून ओळख वाढवून लग्नाचे आश्वासन दिले व वेळोवेळी रक्कम उकळली. रक्कम परत मागितल्यानंतर त्याने टाळाटाळ सुरू केली. अखेर फसवणूक झाल्याचे लक्षात येताच तरुणीने पोलिस ठाणे गाठून तक्रार दिली. पोलिसांनी गुन्हा दाखल केला असून संशयिताचा शोध सुरू आहे. अशा प्रकारच्या आमिषांना बळी पडू नये, असे आवाहन पोलिसांनी केले आहे. या घटनेमुळे परिसरात खळबळ उडाली असून अधिक तपास पोलिस करत आहेत.	[17, 1173, 157, 1413]
critical-headline	[1095, 74, 1501, 140]
edition-districts: /जालना/बीड	[840, 23, 961, 54]
divider	[169, 1409, 1501, 1411]
critical-booths-story	[1095, 74, 1501, 880]
strip-title: मनपा निवडणुकीत नामांतराचा मुद्दा गाजणार	[292, 1888, 649, 1915]
airport-photo	[489, 2007, 837, 2232]
railway-left-column	[936, 989, 1087, 1404]
